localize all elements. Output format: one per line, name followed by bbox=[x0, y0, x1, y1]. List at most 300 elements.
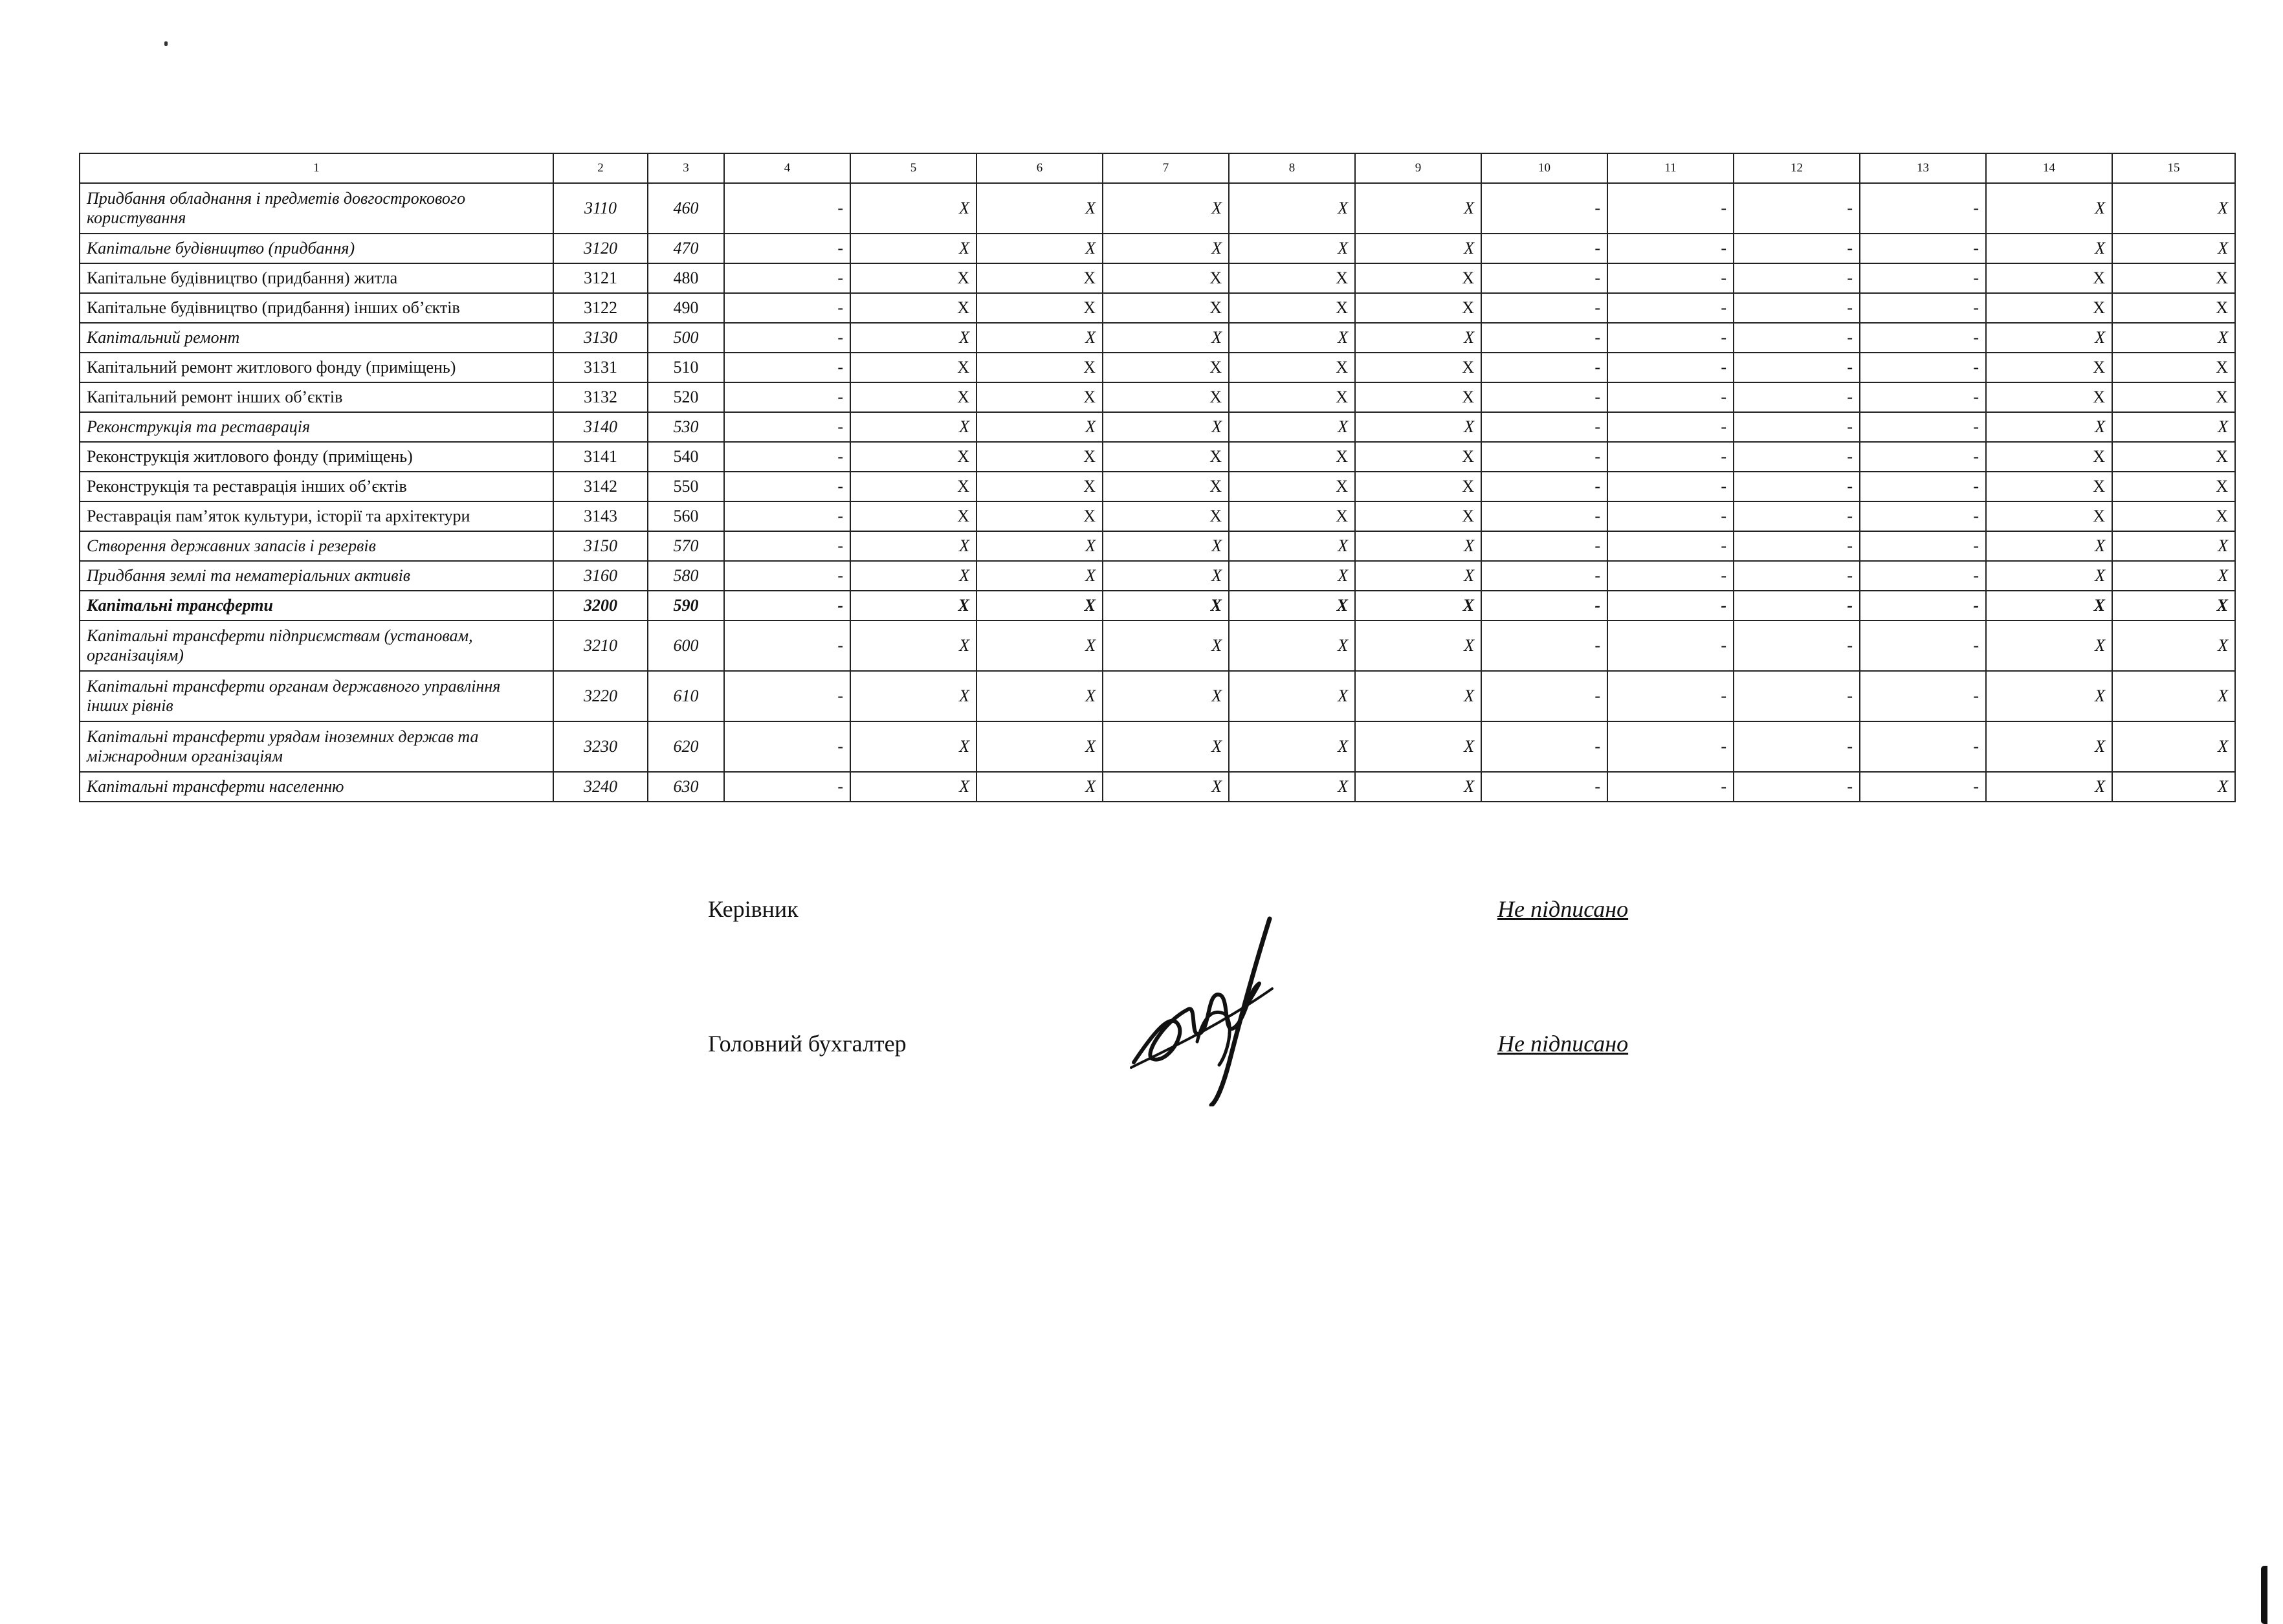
value-cell-col-8: X bbox=[1229, 382, 1355, 412]
capital-expenditure-table bbox=[79, 153, 2236, 802]
column-number-3: 3 bbox=[648, 153, 724, 183]
value-cell-col-6: X bbox=[976, 671, 1103, 721]
value-cell-col-7: X bbox=[1103, 323, 1229, 353]
row-name: Реконструкція житлового фонду (приміщень) bbox=[80, 442, 553, 472]
value-cell-col-9: X bbox=[1355, 293, 1481, 323]
value-cell-col-13: - bbox=[1860, 293, 1986, 323]
row-name: Реконструкція та реставрація інших об’єктів bbox=[80, 472, 553, 501]
value-cell-col-11: - bbox=[1607, 620, 1734, 671]
kekv-code: 3122 bbox=[553, 293, 648, 323]
value-cell-col-9: X bbox=[1355, 531, 1481, 561]
value-cell-col-9: X bbox=[1355, 442, 1481, 472]
value-cell-col-7: X bbox=[1103, 293, 1229, 323]
value-cell-col-14: X bbox=[1986, 353, 2112, 382]
value-cell-col-11: - bbox=[1607, 591, 1734, 620]
kekv-code: 3120 bbox=[553, 234, 648, 263]
line-code: 590 bbox=[648, 591, 724, 620]
value-cell-col-4: - bbox=[724, 620, 850, 671]
value-cell-col-11: - bbox=[1607, 442, 1734, 472]
table-row bbox=[80, 382, 2235, 412]
row-name: Створення державних запасів і резервів bbox=[80, 531, 553, 561]
value-cell-col-12: - bbox=[1734, 620, 1860, 671]
value-cell-col-6: X bbox=[976, 412, 1103, 442]
value-cell-col-14: X bbox=[1986, 671, 2112, 721]
value-cell-col-14: X bbox=[1986, 620, 2112, 671]
value-cell-col-12: - bbox=[1734, 772, 1860, 802]
column-number-2: 2 bbox=[553, 153, 648, 183]
value-cell-col-4: - bbox=[724, 263, 850, 293]
value-cell-col-11: - bbox=[1607, 293, 1734, 323]
value-cell-col-13: - bbox=[1860, 591, 1986, 620]
value-cell-col-4: - bbox=[724, 442, 850, 472]
value-cell-col-6: X bbox=[976, 531, 1103, 561]
value-cell-col-11: - bbox=[1607, 671, 1734, 721]
row-name: Капітальні трансферти органам державного управління інших рівнів bbox=[80, 671, 553, 721]
value-cell-col-6: X bbox=[976, 561, 1103, 591]
value-cell-col-14: X bbox=[1986, 772, 2112, 802]
line-code: 570 bbox=[648, 531, 724, 561]
value-cell-col-12: - bbox=[1734, 671, 1860, 721]
value-cell-col-5: X bbox=[850, 353, 976, 382]
value-cell-col-10: - bbox=[1481, 591, 1607, 620]
value-cell-col-13: - bbox=[1860, 671, 1986, 721]
value-cell-col-15: X bbox=[2112, 501, 2235, 531]
value-cell-col-6: X bbox=[976, 591, 1103, 620]
row-name: Капітальний ремонт житлового фонду (приміщень) bbox=[80, 353, 553, 382]
column-number-12: 12 bbox=[1734, 153, 1860, 183]
value-cell-col-4: - bbox=[724, 183, 850, 234]
value-cell-col-9: X bbox=[1355, 353, 1481, 382]
value-cell-col-5: X bbox=[850, 323, 976, 353]
kekv-code: 3240 bbox=[553, 772, 648, 802]
value-cell-col-13: - bbox=[1860, 531, 1986, 561]
value-cell-col-13: - bbox=[1860, 721, 1986, 772]
table-row bbox=[80, 721, 2235, 772]
value-cell-col-10: - bbox=[1481, 620, 1607, 671]
row-name: Капітальне будівництво (придбання) bbox=[80, 234, 553, 263]
value-cell-col-10: - bbox=[1481, 671, 1607, 721]
value-cell-col-9: X bbox=[1355, 591, 1481, 620]
value-cell-col-15: X bbox=[2112, 620, 2235, 671]
row-name: Капітальний ремонт bbox=[80, 323, 553, 353]
line-code: 580 bbox=[648, 561, 724, 591]
table-row bbox=[80, 561, 2235, 591]
value-cell-col-10: - bbox=[1481, 263, 1607, 293]
value-cell-col-15: X bbox=[2112, 721, 2235, 772]
kekv-code: 3230 bbox=[553, 721, 648, 772]
value-cell-col-14: X bbox=[1986, 263, 2112, 293]
value-cell-col-4: - bbox=[724, 353, 850, 382]
value-cell-col-9: X bbox=[1355, 772, 1481, 802]
column-number-5: 5 bbox=[850, 153, 976, 183]
table-row bbox=[80, 591, 2235, 620]
value-cell-col-5: X bbox=[850, 591, 976, 620]
table-row bbox=[80, 234, 2235, 263]
value-cell-col-15: X bbox=[2112, 472, 2235, 501]
value-cell-col-9: X bbox=[1355, 382, 1481, 412]
line-code: 470 bbox=[648, 234, 724, 263]
row-name: Капітальне будівництво (придбання) житла bbox=[80, 263, 553, 293]
value-cell-col-9: X bbox=[1355, 620, 1481, 671]
value-cell-col-14: X bbox=[1986, 472, 2112, 501]
value-cell-col-4: - bbox=[724, 472, 850, 501]
value-cell-col-9: X bbox=[1355, 323, 1481, 353]
value-cell-col-8: X bbox=[1229, 293, 1355, 323]
value-cell-col-12: - bbox=[1734, 561, 1860, 591]
value-cell-col-8: X bbox=[1229, 772, 1355, 802]
head-signature-status: Не підписано bbox=[1497, 896, 1629, 922]
handwritten-signature bbox=[1126, 912, 1281, 1106]
table-row bbox=[80, 323, 2235, 353]
value-cell-col-5: X bbox=[850, 671, 976, 721]
value-cell-col-12: - bbox=[1734, 412, 1860, 442]
value-cell-col-5: X bbox=[850, 412, 976, 442]
row-name: Придбання землі та нематеріальних активів bbox=[80, 561, 553, 591]
line-code: 500 bbox=[648, 323, 724, 353]
value-cell-col-11: - bbox=[1607, 721, 1734, 772]
kekv-code: 3143 bbox=[553, 501, 648, 531]
row-name: Капітальне будівництво (придбання) інших об’єктів bbox=[80, 293, 553, 323]
value-cell-col-10: - bbox=[1481, 353, 1607, 382]
value-cell-col-5: X bbox=[850, 531, 976, 561]
value-cell-col-15: X bbox=[2112, 183, 2235, 234]
column-number-10: 10 bbox=[1481, 153, 1607, 183]
value-cell-col-11: - bbox=[1607, 561, 1734, 591]
value-cell-col-12: - bbox=[1734, 442, 1860, 472]
column-number-4: 4 bbox=[724, 153, 850, 183]
column-number-15: 15 bbox=[2112, 153, 2235, 183]
value-cell-col-14: X bbox=[1986, 293, 2112, 323]
value-cell-col-4: - bbox=[724, 323, 850, 353]
value-cell-col-14: X bbox=[1986, 382, 2112, 412]
value-cell-col-6: X bbox=[976, 293, 1103, 323]
value-cell-col-9: X bbox=[1355, 234, 1481, 263]
value-cell-col-5: X bbox=[850, 620, 976, 671]
value-cell-col-4: - bbox=[724, 382, 850, 412]
value-cell-col-5: X bbox=[850, 293, 976, 323]
line-code: 460 bbox=[648, 183, 724, 234]
value-cell-col-6: X bbox=[976, 353, 1103, 382]
line-code: 530 bbox=[648, 412, 724, 442]
value-cell-col-15: X bbox=[2112, 382, 2235, 412]
value-cell-col-4: - bbox=[724, 721, 850, 772]
column-number-14: 14 bbox=[1986, 153, 2112, 183]
value-cell-col-7: X bbox=[1103, 353, 1229, 382]
value-cell-col-13: - bbox=[1860, 472, 1986, 501]
value-cell-col-15: X bbox=[2112, 263, 2235, 293]
value-cell-col-12: - bbox=[1734, 382, 1860, 412]
value-cell-col-13: - bbox=[1860, 234, 1986, 263]
value-cell-col-11: - bbox=[1607, 263, 1734, 293]
kekv-code: 3150 bbox=[553, 531, 648, 561]
value-cell-col-6: X bbox=[976, 721, 1103, 772]
chief-accountant-label: Головний бухгалтер bbox=[708, 1031, 907, 1057]
value-cell-col-9: X bbox=[1355, 561, 1481, 591]
value-cell-col-7: X bbox=[1103, 183, 1229, 234]
value-cell-col-14: X bbox=[1986, 531, 2112, 561]
row-name: Реставрація пам’яток культури, історії та архітектури bbox=[80, 501, 553, 531]
value-cell-col-13: - bbox=[1860, 501, 1986, 531]
chief-accountant-signature-status: Не підписано bbox=[1497, 1031, 1629, 1057]
value-cell-col-12: - bbox=[1734, 263, 1860, 293]
kekv-code: 3210 bbox=[553, 620, 648, 671]
value-cell-col-11: - bbox=[1607, 412, 1734, 442]
row-name: Капітальні трансферти bbox=[80, 591, 553, 620]
value-cell-col-10: - bbox=[1481, 501, 1607, 531]
value-cell-col-9: X bbox=[1355, 501, 1481, 531]
value-cell-col-15: X bbox=[2112, 561, 2235, 591]
value-cell-col-5: X bbox=[850, 382, 976, 412]
value-cell-col-14: X bbox=[1986, 501, 2112, 531]
value-cell-col-10: - bbox=[1481, 293, 1607, 323]
value-cell-col-15: X bbox=[2112, 671, 2235, 721]
value-cell-col-12: - bbox=[1734, 472, 1860, 501]
value-cell-col-10: - bbox=[1481, 234, 1607, 263]
line-code: 620 bbox=[648, 721, 724, 772]
value-cell-col-13: - bbox=[1860, 561, 1986, 591]
column-number-6: 6 bbox=[976, 153, 1103, 183]
row-name: Капітальні трансферти підприємствам (установам, організаціям) bbox=[80, 620, 553, 671]
value-cell-col-9: X bbox=[1355, 263, 1481, 293]
value-cell-col-6: X bbox=[976, 382, 1103, 412]
value-cell-col-11: - bbox=[1607, 323, 1734, 353]
value-cell-col-4: - bbox=[724, 412, 850, 442]
value-cell-col-12: - bbox=[1734, 234, 1860, 263]
value-cell-col-14: X bbox=[1986, 412, 2112, 442]
value-cell-col-11: - bbox=[1607, 183, 1734, 234]
value-cell-col-8: X bbox=[1229, 263, 1355, 293]
value-cell-col-5: X bbox=[850, 772, 976, 802]
value-cell-col-15: X bbox=[2112, 591, 2235, 620]
kekv-code: 3220 bbox=[553, 671, 648, 721]
value-cell-col-11: - bbox=[1607, 472, 1734, 501]
value-cell-col-11: - bbox=[1607, 501, 1734, 531]
value-cell-col-14: X bbox=[1986, 721, 2112, 772]
value-cell-col-12: - bbox=[1734, 353, 1860, 382]
value-cell-col-7: X bbox=[1103, 412, 1229, 442]
value-cell-col-13: - bbox=[1860, 382, 1986, 412]
value-cell-col-10: - bbox=[1481, 721, 1607, 772]
table-row bbox=[80, 263, 2235, 293]
table-row bbox=[80, 293, 2235, 323]
value-cell-col-10: - bbox=[1481, 382, 1607, 412]
value-cell-col-4: - bbox=[724, 561, 850, 591]
column-number-13: 13 bbox=[1860, 153, 1986, 183]
value-cell-col-6: X bbox=[976, 234, 1103, 263]
row-name: Капітальні трансферти населенню bbox=[80, 772, 553, 802]
value-cell-col-15: X bbox=[2112, 772, 2235, 802]
value-cell-col-9: X bbox=[1355, 472, 1481, 501]
value-cell-col-12: - bbox=[1734, 721, 1860, 772]
line-code: 610 bbox=[648, 671, 724, 721]
value-cell-col-7: X bbox=[1103, 234, 1229, 263]
value-cell-col-12: - bbox=[1734, 183, 1860, 234]
value-cell-col-11: - bbox=[1607, 234, 1734, 263]
line-code: 600 bbox=[648, 620, 724, 671]
value-cell-col-7: X bbox=[1103, 382, 1229, 412]
value-cell-col-10: - bbox=[1481, 772, 1607, 802]
table-row bbox=[80, 501, 2235, 531]
value-cell-col-6: X bbox=[976, 442, 1103, 472]
value-cell-col-11: - bbox=[1607, 772, 1734, 802]
value-cell-col-11: - bbox=[1607, 353, 1734, 382]
table-row bbox=[80, 183, 2235, 234]
value-cell-col-8: X bbox=[1229, 412, 1355, 442]
value-cell-col-7: X bbox=[1103, 620, 1229, 671]
value-cell-col-5: X bbox=[850, 183, 976, 234]
value-cell-col-14: X bbox=[1986, 183, 2112, 234]
value-cell-col-9: X bbox=[1355, 183, 1481, 234]
line-code: 630 bbox=[648, 772, 724, 802]
kekv-code: 3131 bbox=[553, 353, 648, 382]
value-cell-col-6: X bbox=[976, 620, 1103, 671]
value-cell-col-15: X bbox=[2112, 293, 2235, 323]
value-cell-col-14: X bbox=[1986, 234, 2112, 263]
scan-edge-mark bbox=[2261, 1566, 2267, 1624]
kekv-code: 3130 bbox=[553, 323, 648, 353]
value-cell-col-13: - bbox=[1860, 353, 1986, 382]
value-cell-col-15: X bbox=[2112, 442, 2235, 472]
value-cell-col-14: X bbox=[1986, 323, 2112, 353]
value-cell-col-7: X bbox=[1103, 531, 1229, 561]
value-cell-col-5: X bbox=[850, 561, 976, 591]
value-cell-col-12: - bbox=[1734, 293, 1860, 323]
value-cell-col-7: X bbox=[1103, 772, 1229, 802]
kekv-code: 3142 bbox=[553, 472, 648, 501]
table-body bbox=[80, 153, 2235, 802]
line-code: 510 bbox=[648, 353, 724, 382]
value-cell-col-5: X bbox=[850, 442, 976, 472]
value-cell-col-15: X bbox=[2112, 353, 2235, 382]
value-cell-col-4: - bbox=[724, 234, 850, 263]
value-cell-col-9: X bbox=[1355, 671, 1481, 721]
table-row bbox=[80, 671, 2235, 721]
value-cell-col-6: X bbox=[976, 772, 1103, 802]
value-cell-col-8: X bbox=[1229, 620, 1355, 671]
table-row bbox=[80, 531, 2235, 561]
value-cell-col-8: X bbox=[1229, 183, 1355, 234]
value-cell-col-15: X bbox=[2112, 234, 2235, 263]
row-name: Капітальний ремонт інших об’єктів bbox=[80, 382, 553, 412]
line-code: 550 bbox=[648, 472, 724, 501]
value-cell-col-6: X bbox=[976, 501, 1103, 531]
line-code: 490 bbox=[648, 293, 724, 323]
value-cell-col-7: X bbox=[1103, 472, 1229, 501]
value-cell-col-11: - bbox=[1607, 382, 1734, 412]
table-row bbox=[80, 442, 2235, 472]
table-row bbox=[80, 472, 2235, 501]
value-cell-col-10: - bbox=[1481, 472, 1607, 501]
value-cell-col-8: X bbox=[1229, 671, 1355, 721]
value-cell-col-9: X bbox=[1355, 721, 1481, 772]
value-cell-col-13: - bbox=[1860, 412, 1986, 442]
value-cell-col-12: - bbox=[1734, 531, 1860, 561]
value-cell-col-6: X bbox=[976, 263, 1103, 293]
column-number-7: 7 bbox=[1103, 153, 1229, 183]
value-cell-col-7: X bbox=[1103, 671, 1229, 721]
value-cell-col-12: - bbox=[1734, 323, 1860, 353]
value-cell-col-8: X bbox=[1229, 561, 1355, 591]
value-cell-col-4: - bbox=[724, 501, 850, 531]
line-code: 540 bbox=[648, 442, 724, 472]
value-cell-col-13: - bbox=[1860, 323, 1986, 353]
value-cell-col-8: X bbox=[1229, 721, 1355, 772]
value-cell-col-6: X bbox=[976, 323, 1103, 353]
value-cell-col-14: X bbox=[1986, 591, 2112, 620]
value-cell-col-5: X bbox=[850, 234, 976, 263]
value-cell-col-10: - bbox=[1481, 531, 1607, 561]
value-cell-col-12: - bbox=[1734, 501, 1860, 531]
value-cell-col-12: - bbox=[1734, 591, 1860, 620]
value-cell-col-4: - bbox=[724, 671, 850, 721]
value-cell-col-8: X bbox=[1229, 501, 1355, 531]
value-cell-col-4: - bbox=[724, 591, 850, 620]
value-cell-col-13: - bbox=[1860, 442, 1986, 472]
kekv-code: 3160 bbox=[553, 561, 648, 591]
value-cell-col-5: X bbox=[850, 501, 976, 531]
value-cell-col-10: - bbox=[1481, 442, 1607, 472]
value-cell-col-10: - bbox=[1481, 323, 1607, 353]
value-cell-col-8: X bbox=[1229, 353, 1355, 382]
table-row bbox=[80, 620, 2235, 671]
kekv-code: 3140 bbox=[553, 412, 648, 442]
table-row bbox=[80, 412, 2235, 442]
value-cell-col-13: - bbox=[1860, 263, 1986, 293]
value-cell-col-4: - bbox=[724, 772, 850, 802]
value-cell-col-8: X bbox=[1229, 472, 1355, 501]
value-cell-col-6: X bbox=[976, 472, 1103, 501]
value-cell-col-13: - bbox=[1860, 183, 1986, 234]
head-label: Керівник bbox=[708, 896, 799, 922]
value-cell-col-4: - bbox=[724, 531, 850, 561]
value-cell-col-11: - bbox=[1607, 531, 1734, 561]
value-cell-col-8: X bbox=[1229, 442, 1355, 472]
line-code: 520 bbox=[648, 382, 724, 412]
value-cell-col-15: X bbox=[2112, 323, 2235, 353]
value-cell-col-15: X bbox=[2112, 531, 2235, 561]
value-cell-col-8: X bbox=[1229, 234, 1355, 263]
value-cell-col-7: X bbox=[1103, 591, 1229, 620]
value-cell-col-9: X bbox=[1355, 412, 1481, 442]
column-number-9: 9 bbox=[1355, 153, 1481, 183]
line-code: 560 bbox=[648, 501, 724, 531]
value-cell-col-14: X bbox=[1986, 561, 2112, 591]
value-cell-col-15: X bbox=[2112, 412, 2235, 442]
kekv-code: 3110 bbox=[553, 183, 648, 234]
value-cell-col-4: - bbox=[724, 293, 850, 323]
value-cell-col-8: X bbox=[1229, 531, 1355, 561]
value-cell-col-5: X bbox=[850, 263, 976, 293]
kekv-code: 3200 bbox=[553, 591, 648, 620]
value-cell-col-8: X bbox=[1229, 591, 1355, 620]
column-number-8: 8 bbox=[1229, 153, 1355, 183]
value-cell-col-10: - bbox=[1481, 561, 1607, 591]
kekv-code: 3132 bbox=[553, 382, 648, 412]
column-number-header-row bbox=[80, 153, 2235, 183]
value-cell-col-6: X bbox=[976, 183, 1103, 234]
table-row bbox=[80, 772, 2235, 802]
value-cell-col-7: X bbox=[1103, 442, 1229, 472]
kekv-code: 3141 bbox=[553, 442, 648, 472]
value-cell-col-10: - bbox=[1481, 183, 1607, 234]
value-cell-col-14: X bbox=[1986, 442, 2112, 472]
value-cell-col-7: X bbox=[1103, 501, 1229, 531]
row-name: Придбання обладнання і предметів довгострокового користування bbox=[80, 183, 553, 234]
value-cell-col-7: X bbox=[1103, 263, 1229, 293]
line-code: 480 bbox=[648, 263, 724, 293]
row-name: Капітальні трансферти урядам іноземних держав та міжнародним організаціям bbox=[80, 721, 553, 772]
column-number-11: 11 bbox=[1607, 153, 1734, 183]
